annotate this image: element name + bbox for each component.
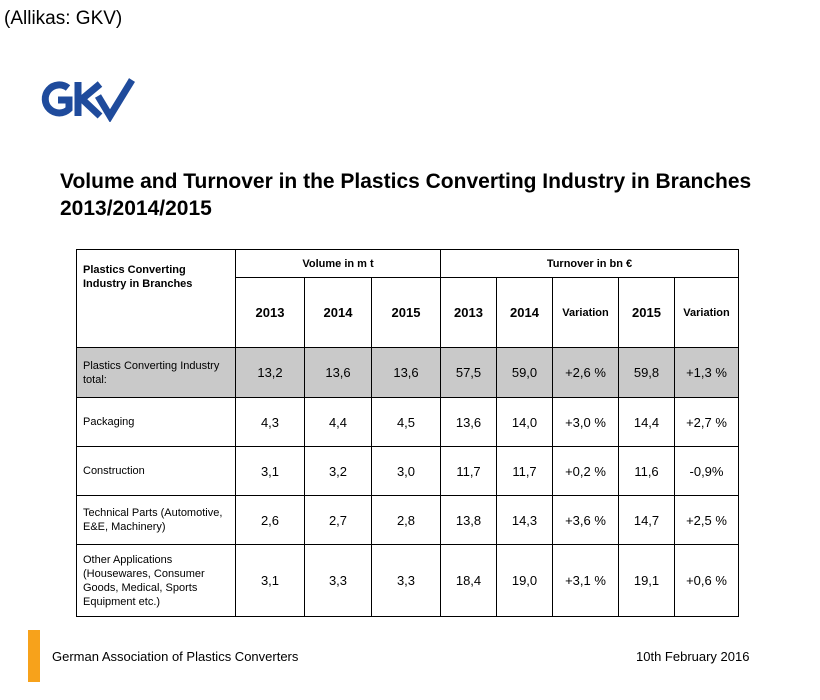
table-cell: +0,2 %: [553, 447, 619, 496]
table-cell: 18,4: [441, 545, 497, 617]
table-cell: 11,6: [619, 447, 675, 496]
table-cell: +1,3 %: [675, 348, 739, 398]
table-cell: -0,9%: [675, 447, 739, 496]
turnover-group-header: Turnover in bn €: [441, 250, 739, 278]
page-title: Volume and Turnover in the Plastics Converting Industry in Branches 2013/2014/2015: [60, 170, 752, 220]
col-header: 2015: [619, 278, 675, 348]
table-cell: 13,6: [441, 398, 497, 447]
row-label: Packaging: [77, 398, 236, 447]
footer-accent-bar: [28, 630, 40, 682]
table-cell: 13,8: [441, 496, 497, 545]
col-header: 2013: [236, 278, 305, 348]
table-cell: +3,6 %: [553, 496, 619, 545]
table-cell: 19,0: [497, 545, 553, 617]
table-cell: 2,8: [372, 496, 441, 545]
col-header: 2013: [441, 278, 497, 348]
row-label: Plastics Converting Industry total:: [77, 348, 236, 398]
table-cell: 14,7: [619, 496, 675, 545]
table-cell: 3,3: [372, 545, 441, 617]
gkv-logo: [38, 76, 138, 122]
col-header: Variation: [553, 278, 619, 348]
col-header: 2015: [372, 278, 441, 348]
table-cell: 3,0: [372, 447, 441, 496]
col-header: 2014: [305, 278, 372, 348]
source-caption: (Allikas: GKV): [4, 8, 123, 29]
footer-organization: German Association of Plastics Converters: [52, 649, 299, 664]
table-cell: 13,2: [236, 348, 305, 398]
table-row: [77, 496, 739, 545]
table-cell: 59,0: [497, 348, 553, 398]
table-cell: 13,6: [305, 348, 372, 398]
table-cell: 3,2: [305, 447, 372, 496]
table-row: [77, 545, 739, 617]
table-cell: 4,3: [236, 398, 305, 447]
gkv-logo-mark: [38, 76, 138, 122]
table-cell: +2,7 %: [675, 398, 739, 447]
row-label: Construction: [77, 447, 236, 496]
table-cell: +3,0 %: [553, 398, 619, 447]
table-cell: 11,7: [441, 447, 497, 496]
table-cell: 14,4: [619, 398, 675, 447]
col-header: 2014: [497, 278, 553, 348]
group-header-row: [77, 250, 739, 278]
table-cell: +0,6 %: [675, 545, 739, 617]
table-cell: 13,6: [372, 348, 441, 398]
table-cell: 2,6: [236, 496, 305, 545]
data-table: [76, 249, 739, 617]
table-cell: 19,1: [619, 545, 675, 617]
table-cell: 14,3: [497, 496, 553, 545]
table-cell: 2,7: [305, 496, 372, 545]
table-cell: 3,1: [236, 545, 305, 617]
row-header-label: Plastics Converting Industry in Branches: [77, 250, 236, 348]
table-row-total: [77, 348, 739, 398]
table-cell: 4,5: [372, 398, 441, 447]
table-cell: 57,5: [441, 348, 497, 398]
table-cell: +2,5 %: [675, 496, 739, 545]
table-cell: 3,1: [236, 447, 305, 496]
table-cell: 59,8: [619, 348, 675, 398]
table-row: [77, 447, 739, 496]
table-cell: 4,4: [305, 398, 372, 447]
table-cell: +3,1 %: [553, 545, 619, 617]
table-cell: 14,0: [497, 398, 553, 447]
row-label: Technical Parts (Automotive, E&E, Machinery): [77, 496, 236, 545]
col-header: Variation: [675, 278, 739, 348]
table-cell: 3,3: [305, 545, 372, 617]
table-cell: +2,6 %: [553, 348, 619, 398]
volume-group-header: Volume in m t: [236, 250, 441, 278]
footer-date: 10th February 2016: [636, 649, 750, 664]
row-label: Other Applications (Housewares, Consumer Goods, Medical, Sports Equipment etc.): [77, 545, 236, 617]
table-row: [77, 398, 739, 447]
table-cell: 11,7: [497, 447, 553, 496]
